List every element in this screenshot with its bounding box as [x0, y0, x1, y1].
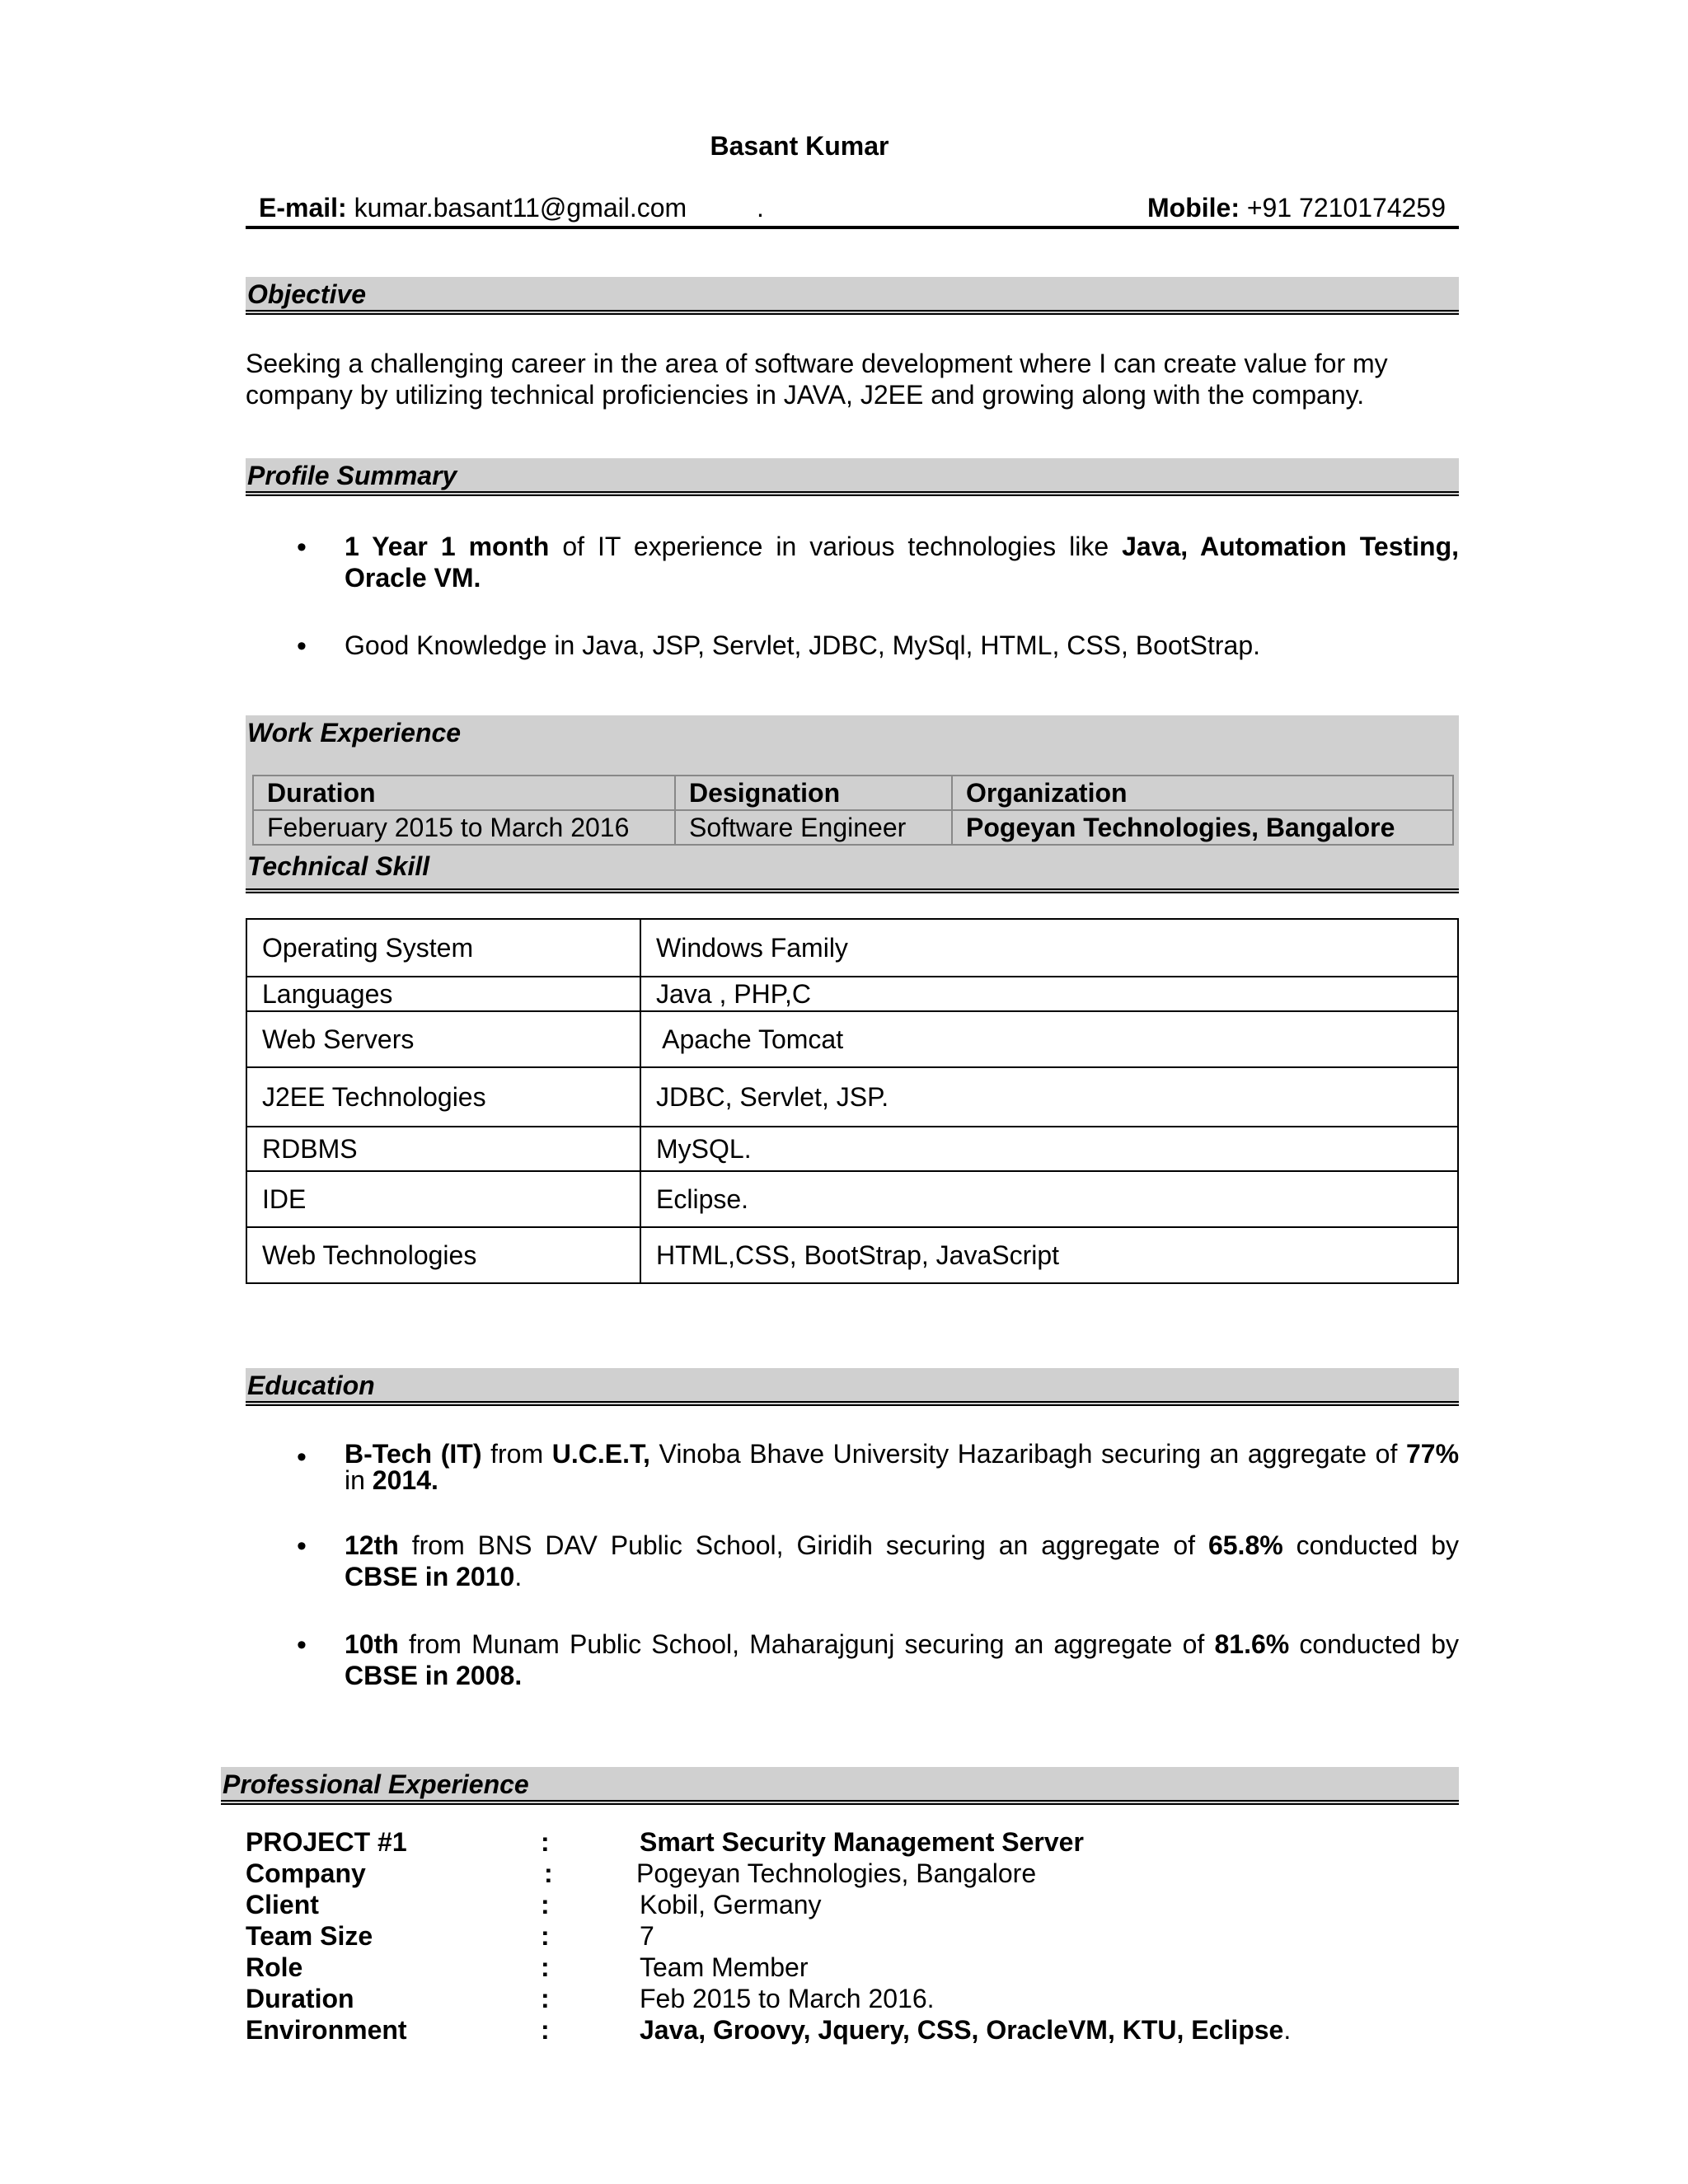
section-title: Technical Skill	[247, 851, 430, 881]
company-label: Company	[246, 1858, 366, 1888]
skill-key: RDBMS	[246, 1127, 640, 1171]
skill-value: MySQL.	[640, 1127, 1458, 1171]
skill-value: Apache Tomcat	[640, 1011, 1458, 1067]
team-size-label: Team Size	[246, 1921, 373, 1951]
duration-row	[246, 1983, 1400, 2014]
team-size-row	[246, 1920, 1400, 1952]
skill-value: Windows Family	[640, 919, 1458, 977]
duration-value: Feb 2015 to March 2016.	[640, 1984, 935, 2013]
company-value: Pogeyan Technologies, Bangalore	[636, 1858, 1037, 1888]
edu-bold: CBSE in 2008.	[345, 1661, 523, 1691]
cell-designation: Software Engineer	[675, 810, 952, 845]
edu-text: .	[514, 1562, 523, 1592]
section-title: Education	[247, 1371, 375, 1400]
edu-bold: B-Tech (IT)	[345, 1439, 482, 1469]
role-label: Role	[246, 1952, 303, 1982]
bullet-icon: •	[297, 1441, 307, 1473]
table-row	[246, 1127, 1458, 1171]
edu-bold: 12th	[345, 1530, 399, 1560]
bullet-icon: •	[297, 532, 307, 563]
technical-skill-table	[246, 918, 1459, 1284]
edu-bold: 81.6%	[1214, 1629, 1290, 1659]
email-value: kumar.basant11@gmail.com	[354, 193, 687, 223]
section-title: Work Experience	[247, 718, 462, 748]
work-experience-table	[252, 775, 1454, 846]
edu-bold: 65.8%	[1207, 1530, 1283, 1560]
skill-key: Operating System	[246, 919, 640, 977]
education-item	[345, 1530, 1459, 1593]
skill-value: HTML,CSS, BootStrap, JavaScript	[640, 1227, 1458, 1283]
colon: :	[541, 1952, 550, 1982]
project-label: PROJECT #1	[246, 1827, 407, 1857]
education-item	[345, 1629, 1459, 1692]
colon: :	[541, 1890, 550, 1919]
company-row	[246, 1858, 1400, 1889]
section-title: Profile Summary	[247, 461, 457, 490]
colon: :	[541, 1827, 550, 1857]
edu-text: from Munam Public School, Maharajgunj securing an aggregate of	[398, 1629, 1215, 1659]
project-row	[246, 1826, 1400, 1858]
edu-bold: 10th	[345, 1629, 399, 1659]
project-name: Smart Security Management Server	[640, 1827, 1084, 1857]
skill-key: Web Servers	[246, 1011, 640, 1067]
summary-bold: Java, Automation Testing, Oracle VM.	[345, 532, 1460, 593]
edu-text: from BNS DAV Public School, Giridih securing an aggregate of	[398, 1530, 1208, 1560]
section-education	[246, 1368, 1459, 1406]
table-row	[246, 1067, 1458, 1127]
client-row	[246, 1889, 1400, 1920]
edu-bold: CBSE in 2010	[345, 1562, 515, 1592]
skill-key: IDE	[246, 1171, 640, 1227]
colon: :	[541, 1921, 550, 1951]
table-row	[246, 919, 1458, 977]
skill-key: J2EE Technologies	[246, 1067, 640, 1127]
table-header-row	[253, 776, 1453, 810]
objective-text: Seeking a challenging career in the area of software development where I can create value for my company by utilizing technical proficiencies in JAVA, J2EE and growing along with the company.	[246, 349, 1388, 410]
duration-label: Duration	[246, 1984, 354, 2013]
cell-organization: Pogeyan Technologies, Bangalore	[952, 810, 1453, 845]
edu-bold: 77%	[1405, 1439, 1460, 1469]
section-objective	[246, 277, 1459, 315]
summary-text: of IT experience in various technologies like	[549, 532, 1123, 561]
colon: :	[541, 2015, 550, 2045]
section-profile-summary	[246, 458, 1459, 496]
edu-bold: U.C.E.T,	[551, 1439, 650, 1469]
client-label: Client	[246, 1890, 319, 1919]
summary-item: Good Knowledge in Java, JSP, Servlet, JDBC, MySql, HTML, CSS, BootStrap.	[345, 630, 1260, 660]
summary-item	[345, 531, 1459, 594]
skill-key: Languages	[246, 977, 640, 1011]
role-value: Team Member	[640, 1952, 809, 1982]
edu-bold: 2014.	[372, 1465, 438, 1495]
environment-label: Environment	[246, 2015, 407, 2045]
summary-bold: 1 Year 1 month	[345, 532, 550, 561]
edu-text: Vinoba Bhave University Hazaribagh securing an aggregate of	[649, 1439, 1406, 1469]
edu-text: in	[345, 1465, 373, 1495]
table-row	[246, 977, 1458, 1011]
bullet-icon: •	[297, 1530, 307, 1562]
bullet-icon: •	[297, 630, 307, 662]
section-title: Professional Experience	[223, 1769, 529, 1799]
skill-value: Eclipse.	[640, 1171, 1458, 1227]
contact-dot: .	[757, 193, 764, 223]
mobile-block	[1147, 192, 1446, 223]
edu-text: conducted by	[1289, 1629, 1460, 1659]
table-row	[253, 810, 1453, 845]
environment-value	[640, 2014, 1291, 2046]
education-item	[345, 1441, 1459, 1493]
email-label: E-mail:	[259, 193, 347, 223]
table-row	[246, 1011, 1458, 1067]
contact-line	[246, 192, 1457, 227]
table-row	[246, 1171, 1458, 1227]
section-professional-experience	[221, 1767, 1459, 1805]
header-duration: Duration	[253, 776, 675, 810]
email-block	[259, 192, 687, 223]
skill-key: Web Technologies	[246, 1227, 640, 1283]
environment-list: Java, Groovy, Jquery, CSS, OracleVM, KTU, Eclipse	[640, 2015, 1284, 2045]
section-title: Objective	[247, 279, 367, 309]
colon: :	[544, 1858, 553, 1888]
role-row	[246, 1952, 1400, 1983]
client-value: Kobil, Germany	[640, 1890, 822, 1919]
header-divider	[246, 226, 1459, 229]
edu-text: from	[481, 1439, 552, 1469]
edu-text: conducted by	[1282, 1530, 1460, 1560]
candidate-name: Basant Kumar	[710, 131, 889, 161]
skill-value: JDBC, Servlet, JSP.	[640, 1067, 1458, 1127]
mobile-value: +91 7210174259	[1246, 193, 1446, 223]
table-row	[246, 1227, 1458, 1283]
bullet-icon: •	[297, 1629, 307, 1661]
header-organization: Organization	[952, 776, 1453, 810]
environment-period: .	[1283, 2015, 1292, 2045]
mobile-label: Mobile:	[1146, 193, 1240, 223]
skill-value: Java , PHP,C	[640, 977, 1458, 1011]
cell-duration: Feberuary 2015 to March 2016	[253, 810, 675, 845]
environment-row	[246, 2014, 1400, 2046]
team-size-value: 7	[640, 1921, 654, 1951]
colon: :	[541, 1984, 550, 2013]
header-designation: Designation	[675, 776, 952, 810]
